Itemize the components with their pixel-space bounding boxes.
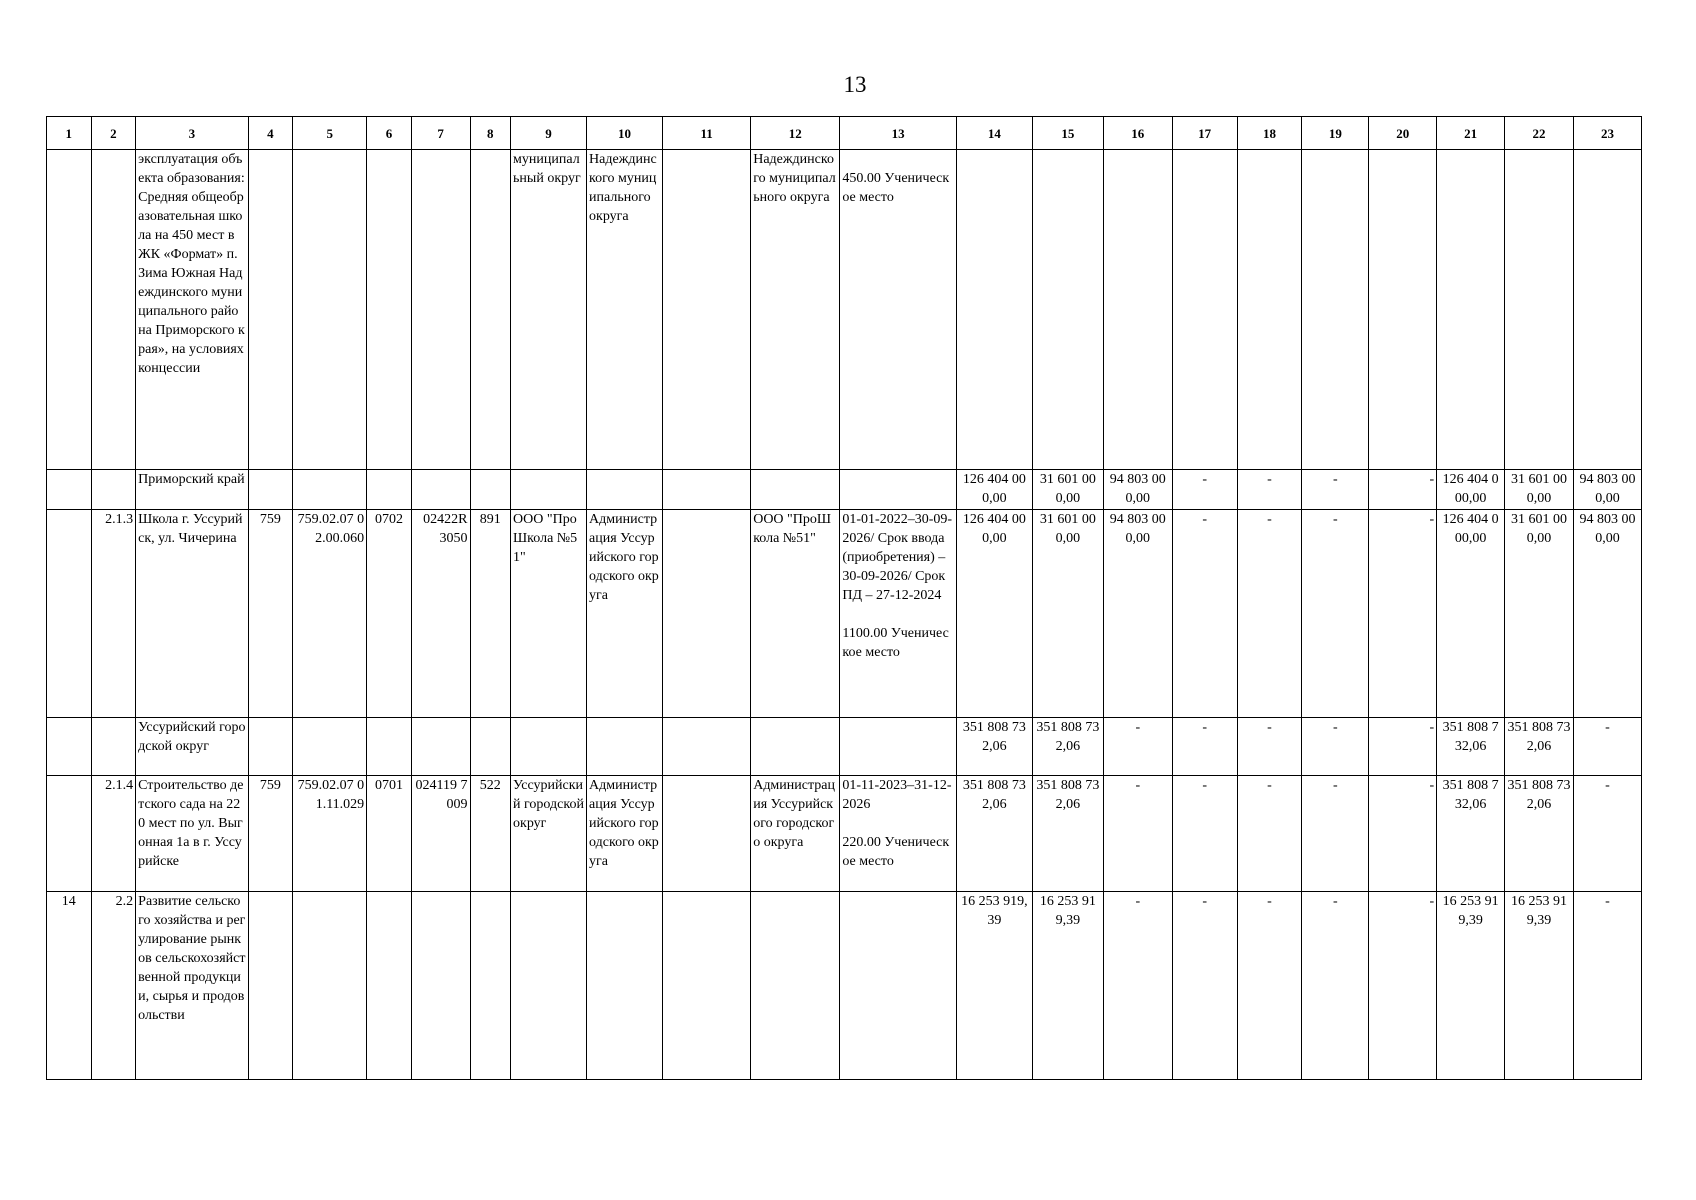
cell <box>248 892 293 1080</box>
col-header: 22 <box>1505 117 1574 150</box>
cell: 351 808 732,06 <box>956 776 1032 892</box>
cell: 31 601 000,00 <box>1505 470 1574 510</box>
col-header: 12 <box>751 117 840 150</box>
col-header: 14 <box>956 117 1032 150</box>
cell: 2.2 <box>91 892 136 1080</box>
cell <box>47 470 92 510</box>
cell: 94 803 000,00 <box>1573 470 1641 510</box>
cell: - <box>1302 718 1369 776</box>
cell: - <box>1237 718 1302 776</box>
cell: 759.02.07 01.11.029 <box>293 776 367 892</box>
cell: 522 <box>470 776 511 892</box>
cell: - <box>1302 510 1369 718</box>
cell: - <box>1369 470 1437 510</box>
cell <box>411 718 470 776</box>
cell: - <box>1369 892 1437 1080</box>
cell: 31 601 000,00 <box>1505 510 1574 718</box>
cell <box>840 718 957 776</box>
cell <box>587 892 663 1080</box>
cell: Надеждинского муниципального округа <box>587 150 663 470</box>
cell: - <box>1573 718 1641 776</box>
cell: - <box>1302 470 1369 510</box>
cell <box>91 470 136 510</box>
cell: - <box>1237 470 1302 510</box>
cell: 0702 <box>367 510 412 718</box>
cell <box>663 718 751 776</box>
cell: 126 404 000,00 <box>1437 470 1505 510</box>
cell <box>367 892 412 1080</box>
cell <box>751 470 840 510</box>
cell: Администрация Уссурийского городского округа <box>587 510 663 718</box>
col-header: 4 <box>248 117 293 150</box>
cell: 14 <box>47 892 92 1080</box>
cell <box>367 150 412 470</box>
col-header: 21 <box>1437 117 1505 150</box>
cell <box>663 470 751 510</box>
cell <box>1573 150 1641 470</box>
cell: 31 601 000,00 <box>1032 470 1103 510</box>
cell: 351 808 732,06 <box>956 718 1032 776</box>
cell: 94 803 000,00 <box>1103 470 1172 510</box>
cell: 351 808 732,06 <box>1437 718 1505 776</box>
cell: ООО "ПроШкола №51" <box>511 510 587 718</box>
table-row <box>47 470 1642 510</box>
table-row <box>47 776 1642 892</box>
cell: 126 404 000,00 <box>956 510 1032 718</box>
cell <box>411 892 470 1080</box>
cell <box>587 470 663 510</box>
cell <box>511 470 587 510</box>
cell: - <box>1237 776 1302 892</box>
cell <box>511 892 587 1080</box>
cell: 024119 7009 <box>411 776 470 892</box>
cell: 94 803 000,00 <box>1573 510 1641 718</box>
cell: Школа г. Уссурийск, ул. Чичерина <box>136 510 248 718</box>
cell: 351 808 732,06 <box>1032 776 1103 892</box>
col-header: 8 <box>470 117 511 150</box>
cell: 351 808 732,06 <box>1505 718 1574 776</box>
cell <box>1237 150 1302 470</box>
cell: 16 253 919,39 <box>1032 892 1103 1080</box>
cell <box>1505 150 1574 470</box>
cell: 351 808 732,06 <box>1437 776 1505 892</box>
cell: - <box>1172 510 1237 718</box>
cell <box>91 718 136 776</box>
budget-table <box>46 116 1642 1080</box>
cell: эксплуатация объекта образования: Средняя общеобразовательная школа на 450 мест в ЖК «Формат» п. Зима Южная Надеждинского муниципального района Приморского края», на условиях концессии <box>136 150 248 470</box>
cell <box>470 150 511 470</box>
col-header: 23 <box>1573 117 1641 150</box>
cell: 16 253 919,39 <box>1505 892 1574 1080</box>
cell: - <box>1172 776 1237 892</box>
cell: - <box>1573 776 1641 892</box>
cell <box>1369 150 1437 470</box>
cell: Приморский край <box>136 470 248 510</box>
cell <box>248 718 293 776</box>
cell <box>663 892 751 1080</box>
cell <box>1032 150 1103 470</box>
cell <box>293 892 367 1080</box>
cell <box>751 892 840 1080</box>
cell <box>587 718 663 776</box>
cell: Администрация Уссурийского городского округа <box>751 776 840 892</box>
cell: 94 803 000,00 <box>1103 510 1172 718</box>
cell: Уссурийский городской округ <box>511 776 587 892</box>
col-header: 11 <box>663 117 751 150</box>
cell: - <box>1369 776 1437 892</box>
col-header: 3 <box>136 117 248 150</box>
cell <box>293 718 367 776</box>
cell: 891 <box>470 510 511 718</box>
cell: 759 <box>248 776 293 892</box>
cell <box>248 150 293 470</box>
cell <box>470 470 511 510</box>
cell <box>840 470 957 510</box>
cell: Строительство детского сада на 220 мест по ул. Выгонная 1а в г. Уссурийске <box>136 776 248 892</box>
cell: 16 253 919,39 <box>1437 892 1505 1080</box>
col-header: 1 <box>47 117 92 150</box>
cell: - <box>1573 892 1641 1080</box>
cell <box>91 150 136 470</box>
cell <box>293 470 367 510</box>
cell <box>293 150 367 470</box>
cell: - <box>1237 892 1302 1080</box>
cell: 450.00 Ученическое место <box>840 150 957 470</box>
page-number: 13 <box>843 72 867 97</box>
cell: - <box>1103 892 1172 1080</box>
cell <box>470 892 511 1080</box>
cell: - <box>1302 892 1369 1080</box>
cell: 31 601 000,00 <box>1032 510 1103 718</box>
cell: - <box>1369 510 1437 718</box>
cell: 2.1.3 <box>91 510 136 718</box>
cell: - <box>1172 718 1237 776</box>
cell: 126 404 000,00 <box>956 470 1032 510</box>
header-row <box>47 117 1642 150</box>
cell <box>751 718 840 776</box>
cell <box>411 150 470 470</box>
cell: Надеждинского муниципального округа <box>751 150 840 470</box>
cell <box>840 892 957 1080</box>
cell <box>411 470 470 510</box>
cell <box>367 718 412 776</box>
col-header: 19 <box>1302 117 1369 150</box>
cell: 759 <box>248 510 293 718</box>
cell: 16 253 919,39 <box>956 892 1032 1080</box>
cell: ООО "ПроШкола №51" <box>751 510 840 718</box>
cell: - <box>1302 776 1369 892</box>
col-header: 15 <box>1032 117 1103 150</box>
col-header: 20 <box>1369 117 1437 150</box>
cell: - <box>1172 470 1237 510</box>
col-header: 5 <box>293 117 367 150</box>
cell: - <box>1237 510 1302 718</box>
cell: - <box>1172 892 1237 1080</box>
cell: 01-01-2022–30-09-2026/ Срок ввода (приобретения) – 30-09-2026/ Срок ПД – 27-12-2024 1100.00 Ученическое место <box>840 510 957 718</box>
cell <box>367 470 412 510</box>
cell: 01-11-2023–31-12-2026 220.00 Ученическое место <box>840 776 957 892</box>
cell: 02422R 3050 <box>411 510 470 718</box>
cell <box>663 510 751 718</box>
cell: 759.02.07 02.00.060 <box>293 510 367 718</box>
cell <box>47 776 92 892</box>
cell <box>248 470 293 510</box>
cell <box>1103 150 1172 470</box>
cell: Администрация Уссурийского городского округа <box>587 776 663 892</box>
cell: - <box>1103 776 1172 892</box>
cell <box>47 718 92 776</box>
col-header: 6 <box>367 117 412 150</box>
col-header: 13 <box>840 117 957 150</box>
table-row <box>47 150 1642 470</box>
table-row <box>47 892 1642 1080</box>
cell <box>663 150 751 470</box>
cell <box>47 150 92 470</box>
col-header: 10 <box>587 117 663 150</box>
col-header: 9 <box>511 117 587 150</box>
cell: Уссурийский городской округ <box>136 718 248 776</box>
table-row <box>47 718 1642 776</box>
cell: 351 808 732,06 <box>1505 776 1574 892</box>
table-row <box>47 510 1642 718</box>
cell <box>470 718 511 776</box>
cell: 351 808 732,06 <box>1032 718 1103 776</box>
cell: Развитие сельского хозяйства и регулирование рынков сельскохозяйственной продукции, сырья и продовольстви <box>136 892 248 1080</box>
cell <box>1172 150 1237 470</box>
col-header: 7 <box>411 117 470 150</box>
cell <box>956 150 1032 470</box>
cell <box>1437 150 1505 470</box>
cell: 126 404 000,00 <box>1437 510 1505 718</box>
col-header: 2 <box>91 117 136 150</box>
cell <box>1302 150 1369 470</box>
col-header: 18 <box>1237 117 1302 150</box>
cell <box>511 718 587 776</box>
cell: - <box>1369 718 1437 776</box>
col-header: 17 <box>1172 117 1237 150</box>
cell: 2.1.4 <box>91 776 136 892</box>
cell: муниципальный округ <box>511 150 587 470</box>
cell <box>663 776 751 892</box>
col-header: 16 <box>1103 117 1172 150</box>
cell <box>47 510 92 718</box>
cell: - <box>1103 718 1172 776</box>
cell: 0701 <box>367 776 412 892</box>
